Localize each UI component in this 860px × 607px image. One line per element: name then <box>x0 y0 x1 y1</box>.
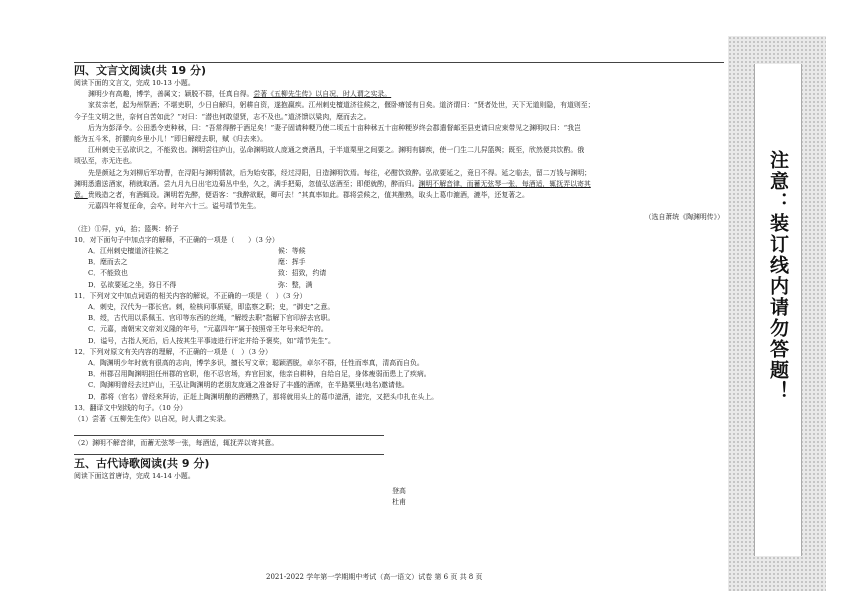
poem-title: 登高 <box>392 486 406 495</box>
q10-option: B．麾而去之 麾：挥手 <box>88 258 306 267</box>
q13-sentence-2: （2）渊明不解音律，而蓄无弦琴一张，每酒适，辄抚弄以寄其意。 <box>74 439 279 448</box>
passage-line: 渊明悉遣送酒家，稍就取酒。尝九月九日出宅边菊丛中坐，久之，满手把菊，忽值弘送酒至；即便就酌，醉而归。渊明不解音律，而蓄无弦琴一张，每酒适，辄抚弄以寄其 <box>74 179 591 188</box>
passage-line: 能为五斗米，折腰向乡里小儿！”即日解绶去职，赋《归去来》。 <box>74 135 268 144</box>
underlined-sentence-2-end: 意。 <box>74 191 88 200</box>
q12-stem: 12．下列对原文有关内容的理解，不正确的一项是（ ）（3 分） <box>74 347 272 356</box>
section5-intro: 阅读下面这首唐诗，完成 14-14 小题。 <box>74 471 195 480</box>
section5-title: 五、古代诗歌阅读(共 9 分) <box>74 456 210 470</box>
q10-option: D．弘欲要延之坐，弥日不得 弥：整，满 <box>88 280 313 289</box>
passage-line: 家贫亲老，起为州祭酒；不堪吏职，少日自解归，躬耕自资，遂抱羸疾。江州刺史檀道济往候之，偃卧瘠馁有日矣。道济谓曰：“贤者处世，天下无道则隐，有道则至； <box>88 101 595 110</box>
underlined-sentence-1: 尝著《五柳先生传》以自况，时人谓之实录。 <box>253 90 392 99</box>
passage-line: 顷弘至，亦无迕也。 <box>74 157 137 166</box>
page-footer: 2021-2022 学年第一学期期中考试（高一语文）试卷 第 6 页 共 8 页 <box>266 573 483 581</box>
answer-space <box>74 425 724 435</box>
passage-line: 江州刺史王弘欲识之，不能致也。渊明尝往庐山，弘命渊明故人庞通之赍酒具，于半道栗里之间要之。渊明有脚疾，使一门生二儿舁篮舆；既至，欣然便共饮酌。俄 <box>88 146 585 155</box>
q10-stem: 10．对下面句子中加点字的解释，不正确的一项是（ ）（3 分） <box>74 235 279 244</box>
answer-line-2 <box>74 454 384 455</box>
passage-line: 意。贵贱造之者，有酒辄设。渊明若先醉，便语客：“我醉欲眠，卿可去！”其真率如此。郡将尝候之，值其酿熟，取头上葛巾漉酒，漉毕，还复著之。 <box>74 191 529 200</box>
q12-option: B．州郡召用陶渊明担任州郡的官职，他不忍官场，弃官回家，他亲自耕种，自给自足，身体瘦弱而患上了疾病。 <box>88 370 431 379</box>
passage-line: 先是颜延之为刘柳后军功曹，在浔阳与渊明情款，后为始安郡，经过浔阳，日造渊明饮焉。每往，必酣饮致醉。弘欲要延之，竟日不得。延之临去，留二万钱与渊明； <box>88 168 592 177</box>
q12-option: C．陶渊明曾经去过庐山，王弘让陶渊明的老朋友庞通之准备好了丰盛的酒席，在半路粟里(地名)邀请他。 <box>88 381 409 390</box>
q13-sentence-1: （1）尝著《五柳先生传》以自况，时人谓之实录。 <box>74 415 230 424</box>
passage-line: 渊明少有高趣，博学，善属文；颖脱不群，任真自得。尝著《五柳先生传》以自况，时人谓之实录。 <box>88 90 392 99</box>
q11-option: C．元嘉，南朝宋文帝刘义隆的年号，“元嘉四年”属于按照帝王年号来纪年的。 <box>88 325 328 334</box>
q10-option: A．江州刺史檀道济往候之 候：等候 <box>88 247 306 256</box>
passage <box>74 89 724 212</box>
poem-author: 杜甫 <box>392 497 406 506</box>
passage-source: （选自萧统《陶渊明传》） <box>644 213 724 222</box>
q11-option: B．绶，古代用以系佩玉、官印等东西的丝绳，“解绶去职”指解下官印辞去官职。 <box>88 314 335 323</box>
page-content <box>74 62 724 508</box>
passage-line: 今子生文明之世，奈何自苦如此？”对曰：“潜也何敢望贤，志不及也。”道济馈以粱肉，麾而去之。 <box>74 112 371 121</box>
passage-line: 后为为彭泽令。公田悉令吏种秫，曰：“吾常得醉于酒足矣！”妻子固请种粳乃使二顷五十亩种秫五十亩种粳岁终会郡遣督邮至县吏请曰应束带见之渊明叹曰：“我岂 <box>88 123 581 132</box>
q11-option: D．谥号，古指人死后，后人按其生平事迹进行评定并给予褒奖，如“靖节先生”。 <box>88 336 335 345</box>
q12-option: D．郡将（官名）曾经来拜访，正赶上陶渊明酿的酒糟熟了，那将就用头上的葛巾滤酒，滤完，又把头巾扎在头上。 <box>88 392 439 401</box>
q10-option: C．不能致也 致：招致，约请 <box>88 269 327 278</box>
q12-option: A．陶渊明少年时就有很高的志向，博学多识，擅长写文章；聪颖洒脱，卓尔不群，任性而率真，清高而自负。 <box>88 359 424 368</box>
annotation-note: （注）①舁，yú，抬；篮舆：轿子 <box>74 224 179 233</box>
q11-stem: 11．下列对文中加点词语的相关内容的解说，不正确的一项是（ ）（3 分） <box>74 291 307 300</box>
underlined-sentence-2: 渊明不解音律，而蓄无弦琴一张，每酒适，辄抚弄以寄其 <box>418 179 591 188</box>
binding-notice: 注意：装订线内请勿答题！ <box>767 150 789 402</box>
top-rule <box>74 62 724 63</box>
section4-intro: 阅读下面的文言文，完成 10-13 小题。 <box>74 79 195 87</box>
section4-title: 四、文言文阅读(共 19 分) <box>74 64 207 77</box>
q11-option: A．刺史，汉代为一郡长官。刺，检核问事质疑，即监察之职；史，“御史”之意。 <box>88 303 335 312</box>
passage-line: 元嘉四年将复征命，会卒。时年六十三。谥号靖节先生。 <box>88 202 261 211</box>
q13-stem: 13．翻译文中划线的句子。（10 分） <box>74 403 187 412</box>
